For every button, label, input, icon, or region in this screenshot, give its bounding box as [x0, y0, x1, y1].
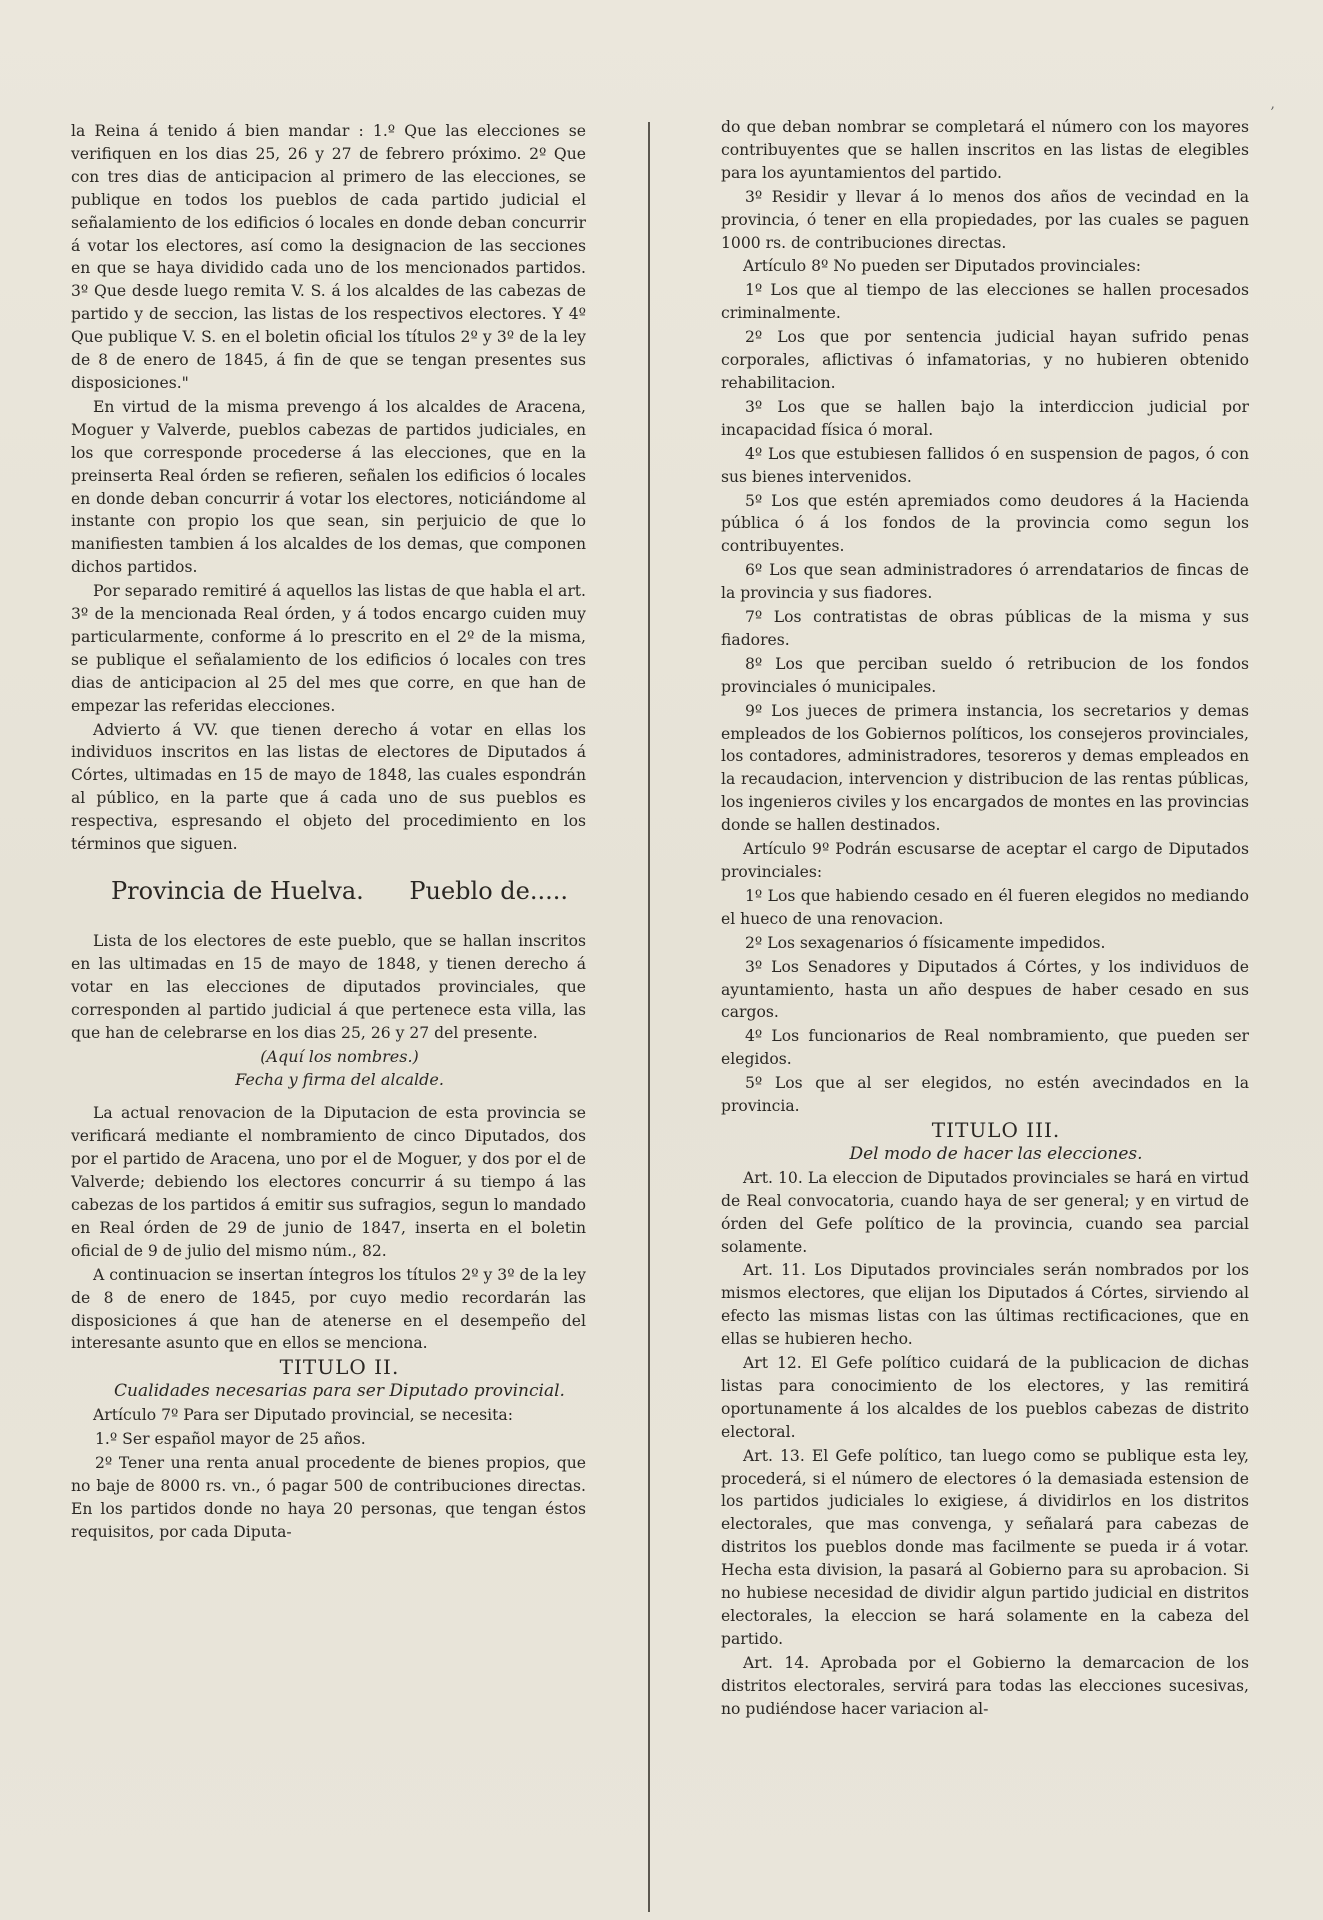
- article-paragraph: Art. 11. Los Diputados provinciales serán nombrados por los mismos electores, que elijan los Diputados á Córtes, sirviendo al efecto las mismas listas con las últimas rectificaciones, que en ellas se hubieren hecho.: [721, 1261, 1249, 1349]
- section-title: TITULO III.: [931, 1117, 1061, 1142]
- article-item: 9º Los jueces de primera instancia, los secretarios y demas empleados de los Gobiernos políticos, los consejeros provinciales, los contadores, administradores, tesoreros y demas empleados en la recaudacion, intervencion y distribucion de las rentas públicas, los ingenieros civiles y los encargados de montes en las provincias donde se hallen destinados.: [721, 701, 1249, 835]
- article-item: 6º Los que sean administradores ó arrendatarios de fincas de la provincia y sus fiadores.: [721, 561, 1249, 603]
- article-item: 5º Los que al ser elegidos, no estén avecindados en la provincia.: [721, 1074, 1249, 1116]
- article-item: 1º Los que al tiempo de las elecciones se hallen procesados criminalmente.: [721, 281, 1249, 323]
- right-column: [721, 116, 1249, 1722]
- town-placeholder: Pueblo de.....: [409, 877, 568, 905]
- province-heading: [71, 874, 586, 908]
- section-subtitle: Cualidades necesarias para ser Diputado provincial.: [114, 1381, 565, 1402]
- article-paragraph: Art. 14. Aprobada por el Gobierno la demarcacion de los distritos electorales, servirá para todas las elecciones sucesivas, no pudiéndose hacer variacion al-: [721, 1653, 1249, 1718]
- elector-list-paragraph: Lista de los electores de este pueblo, que se hallan inscritos en las ultimadas en 15 de mayo de 1848, y tienen derecho á votar en las elecciones de diputados provinciales, que corresponden al partido judicial á que pertenece esta villa, las que han de celebrarse en los dias 25, 26 y 27 del presente.: [71, 932, 586, 1042]
- article-item: 4º Los funcionarios de Real nombramiento, que pueden ser elegidos.: [721, 1027, 1249, 1069]
- article-item: 5º Los que estén apremiados como deudores á la Hacienda pública ó á los fondos de la provincia como segun los contribuyentes.: [721, 491, 1249, 556]
- article-item: 2º Los sexagenarios ó físicamente impedidos.: [745, 933, 1106, 952]
- article-paragraph: Art 12. El Gefe político cuidará de la publicacion de dichas listas para conocimiento de los electores, y las remitirá oportunamente á los alcaldes de los pueblos cabezas de distrito electoral.: [721, 1354, 1249, 1441]
- paragraph: Por separado remitiré á aquellos las listas de que habla el art. 3º de la mencionada Real órden, y á todos encargo cuiden muy particularmente, conforme á lo prescrito en el 2º de la misma, se publique el señalamiento de los edificios ó locales con tres dias de anticipacion al 25 del mes que corre, en que han de empezar las referidas elecciones.: [71, 582, 586, 715]
- section-title: TITULO II.: [279, 1355, 400, 1380]
- article-item: 1.º Ser español mayor de 25 años.: [95, 1430, 366, 1449]
- article-paragraph: Art. 13. El Gefe político, tan luego como se publique esta ley, procederá, si el número de electores ó la demasiada estension de los partidos judiciales lo exigiese, á dividirlos en los distritos electorales, que mas convenga, y señalará para cabezas de distritos los pueblos donde mas facilmente se pueda ir á votar. Hecha esta division, la pasará al Gobierno para su aprobacion. Si no hubiese necesidad de dividir algun partido judicial en distritos electorales, la eleccion se hará solamente en la cabeza del partido.: [721, 1446, 1249, 1648]
- article-item: 3º Residir y llevar á lo menos dos años de vecindad en la provincia, ó tener en ella propiedades, por las cuales se paguen 1000 rs. de contribuciones directas.: [721, 187, 1249, 252]
- article-item: 8º Los que perciban sueldo ó retribucion de los fondos provinciales ó municipales.: [721, 654, 1249, 696]
- article-item: 2º Los que por sentencia judicial hayan sufrido penas corporales, aflictivas ó infamatorias, y no hubieren obtenido rehabilitacion.: [721, 328, 1249, 392]
- paragraph: A continuacion se insertan íntegros los títulos 2º y 3º de la ley de 8 de enero de 1845, por cuyo medio recordarán las disposiciones á que han de atenerse en el desempeño del interesante asunto que en ellos se menciona.: [71, 1265, 586, 1353]
- article-paragraph: Art. 10. La eleccion de Diputados provinciales se hará en virtud de Real convocatoria, cuando haya de ser general; y en virtud de órden del Gefe político de la provincia, cuando sea parcial solamente.: [721, 1168, 1249, 1256]
- paragraph: En virtud de la misma prevengo á los alcaldes de Aracena, Moguer y Valverde, pueblos cabezas de partidos judiciales, en los que corresponde procederse á las elecciones, que en la preinserta Real órden se refieren, señalen los edificios ó locales en donde deban concurrir á votar los electores, noticiándome al instante con propio los que sean, sin perjuicio de que lo manifiesten tambien á los alcaldes de los demas, que componen dichos partidos.: [71, 397, 586, 577]
- article-paragraph: Artículo 8º No pueden ser Diputados provinciales:: [743, 257, 1141, 276]
- article-paragraph: Artículo 7º Para ser Diputado provincial, se necesita:: [93, 1406, 513, 1425]
- page-corner-mark: ,: [1270, 96, 1275, 112]
- names-note: (Aquí los nombres.): [260, 1046, 419, 1066]
- article-item: 1º Los que habiendo cesado en él fueren elegidos no mediando el hueco de una renovacion.: [721, 886, 1249, 928]
- section-subtitle: Del modo de hacer las elecciones.: [849, 1143, 1143, 1164]
- left-column: [71, 120, 586, 1545]
- article-item: 3º Los que se hallen bajo la interdiccion judicial por incapacidad física ó moral.: [721, 397, 1249, 439]
- article-paragraph: Artículo 9º Podrán escusarse de aceptar el cargo de Diputados provinciales:: [721, 840, 1249, 881]
- paragraph: do que deban nombrar se completará el número con los mayores contribuyentes que se hallen inscritos en las listas de elegibles para los ayuntamientos del partido.: [721, 118, 1249, 182]
- paragraph: La actual renovacion de la Diputacion de esta provincia se verificará mediante el nombramiento de cinco Diputados, dos por el partido de Aracena, uno por el de Moguer, y dos por el de Valverde; debiendo los electores concurrir á su tiempo á las cabezas de los partidos á emitir sus sufragios, segun lo mandado en Real órden de 29 de junio de 1847, inserta en el boletin oficial de 9 de julio del mismo núm., 82.: [71, 1104, 586, 1260]
- article-item: 2º Tener una renta anual procedente de bienes propios, que no baje de 8000 rs. vn., ó pagar 500 de contribuciones directas. En los partidos donde no haya 20 personas, que tengan éstos requisitos, por cada Diputa-: [71, 1453, 586, 1541]
- article-item: 4º Los que estubiesen fallidos ó en suspension de pagos, ó con sus bienes intervenidos.: [721, 444, 1249, 486]
- article-item: 3º Los Senadores y Diputados á Córtes, y los individuos de ayuntamiento, hasta un año despues de haber cesado en sus cargos.: [721, 957, 1249, 1022]
- column-divider: [648, 122, 650, 1912]
- province-name: Provincia de Huelva.: [111, 877, 364, 905]
- article-item: 7º Los contratistas de obras públicas de la misma y sus fiadores.: [721, 608, 1249, 649]
- paragraph: Advierto á VV. que tienen derecho á votar en ellas los individuos inscritos en las listas de electores de Diputados á Córtes, ultimadas en 15 de mayo de 1848, las cuales espondrán al público, en la parte que á cada uno de sus pueblos es respectiva, espresando el objeto del procedimiento en los términos que siguen.: [71, 720, 586, 854]
- paragraph: la Reina á tenido á bien mandar : 1.º Que las elecciones se verifiquen en los dias 25, 26 y 27 de febrero próximo. 2º Que con tres dias de anticipacion al primero de las elecciones, se publique en todos los pueblos de cada partido judicial el señalamiento de los edificios ó locales en donde deban concurrir á votar los electores, así como la designacion de las secciones en que se haya dividido cada uno de los mencionados partidos. 3º Que desde luego remita V. S. á los alcaldes de las cabezas de partido y de seccion, las listas de los respectivos electores. Y 4º Que publique V. S. en el boletin oficial los títulos 2º y 3º de la ley de 8 de enero de 1845, á fin de que se tengan presentes sus disposiciones.": [71, 122, 586, 392]
- date-signature-note: Fecha y firma del alcalde.: [235, 1070, 444, 1090]
